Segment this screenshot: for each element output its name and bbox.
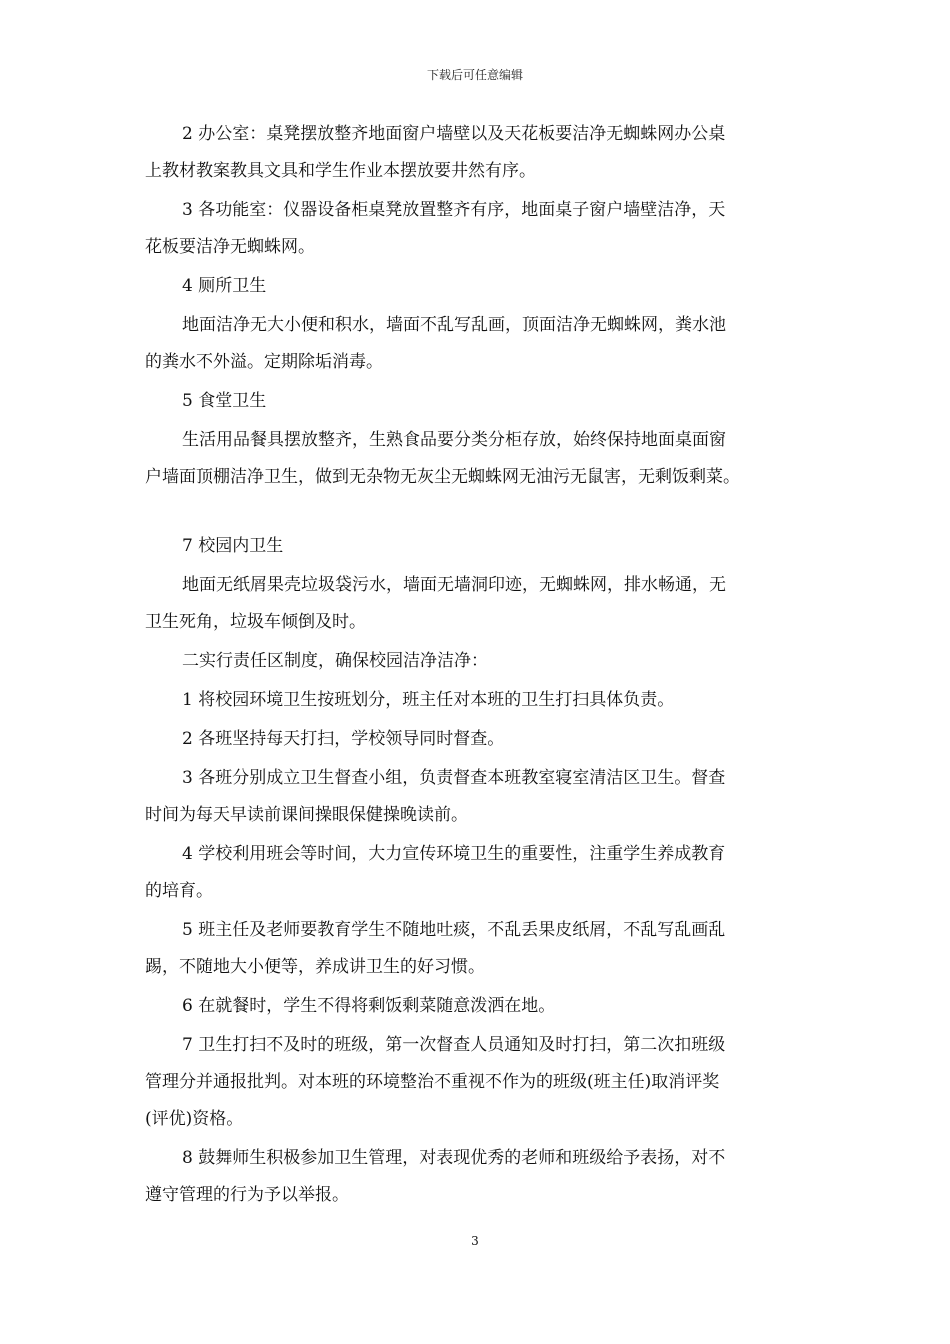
paragraph-line: 地面无纸屑果壳垃圾袋污水，墙面无墙洞印迹，无蜘蛛网，排水畅通，无	[182, 575, 726, 595]
paragraph-line: 4 学校利用班会等时间，大力宣传环境卫生的重要性，注重学生养成教育	[182, 844, 726, 864]
paragraph-line: 的培育。	[145, 881, 213, 901]
section-heading: 5 食堂卫生	[182, 391, 267, 411]
paragraph-line: 花板要洁净无蜘蛛网。	[145, 237, 315, 257]
paragraph-line: 遵守管理的行为予以举报。	[145, 1185, 349, 1205]
paragraph-line: 生活用品餐具摆放整齐，生熟食品要分类分柜存放，始终保持地面桌面窗	[182, 430, 726, 450]
paragraph-line: 地面洁净无大小便和积水，墙面不乱写乱画，顶面洁净无蜘蛛网，粪水池	[182, 315, 726, 335]
section-heading: 7 校园内卫生	[182, 536, 284, 556]
paragraph-line: 8 鼓舞师生积极参加卫生管理，对表现优秀的老师和班级给予表扬，对不	[182, 1148, 726, 1168]
paragraph-line: (评优)资格。	[145, 1109, 244, 1129]
page-header: 下载后可任意编辑	[426, 68, 523, 82]
paragraph-line: 踢，不随地大小便等，养成讲卫生的好习惯。	[145, 957, 485, 977]
paragraph-line: 5 班主任及老师要教育学生不随地吐痰，不乱丢果皮纸屑，不乱写乱画乱	[182, 920, 726, 940]
paragraph-line: 1 将校园环境卫生按班划分，班主任对本班的卫生打扫具体负责。	[182, 690, 675, 710]
section-heading: 4 厕所卫生	[182, 276, 267, 296]
paragraph-line: 7 卫生打扫不及时的班级，第一次督查人员通知及时打扫，第二次扣班级	[182, 1035, 726, 1055]
paragraph-line: 2 各班坚持每天打扫，学校领导同时督查。	[182, 729, 505, 749]
section-heading: 二实行责任区制度，确保校园洁净洁净：	[182, 651, 488, 671]
page-number: 3	[471, 1234, 479, 1248]
paragraph-line: 卫生死角，垃圾车倾倒及时。	[145, 612, 366, 632]
paragraph-line: 3 各班分别成立卫生督查小组，负责督查本班教室寝室清洁区卫生。督查	[182, 768, 726, 788]
document-body	[145, 123, 810, 1207]
paragraph-line: 户墙面顶棚洁净卫生，做到无杂物无灰尘无蜘蛛网无油污无鼠害，无剩饭剩菜。	[145, 467, 740, 487]
paragraph-line: 时间为每天早读前课间操眼保健操晚读前。	[145, 805, 468, 825]
paragraph-line: 的粪水不外溢。定期除垢消毒。	[145, 352, 383, 372]
paragraph-line: 2 办公室：桌凳摆放整齐地面窗户墙壁以及天花板要洁净无蜘蛛网办公桌	[182, 124, 726, 144]
paragraph-line: 上教材教案教具文具和学生作业本摆放要井然有序。	[145, 161, 536, 181]
paragraph-line: 管理分并通报批判。对本班的环境整治不重视不作为的班级(班主任)取消评奖	[145, 1072, 720, 1092]
paragraph-line: 3 各功能室：仪器设备柜桌凳放置整齐有序，地面桌子窗户墙壁洁净，天	[182, 200, 726, 220]
paragraph-line: 6 在就餐时，学生不得将剩饭剩菜随意泼洒在地。	[182, 996, 556, 1016]
